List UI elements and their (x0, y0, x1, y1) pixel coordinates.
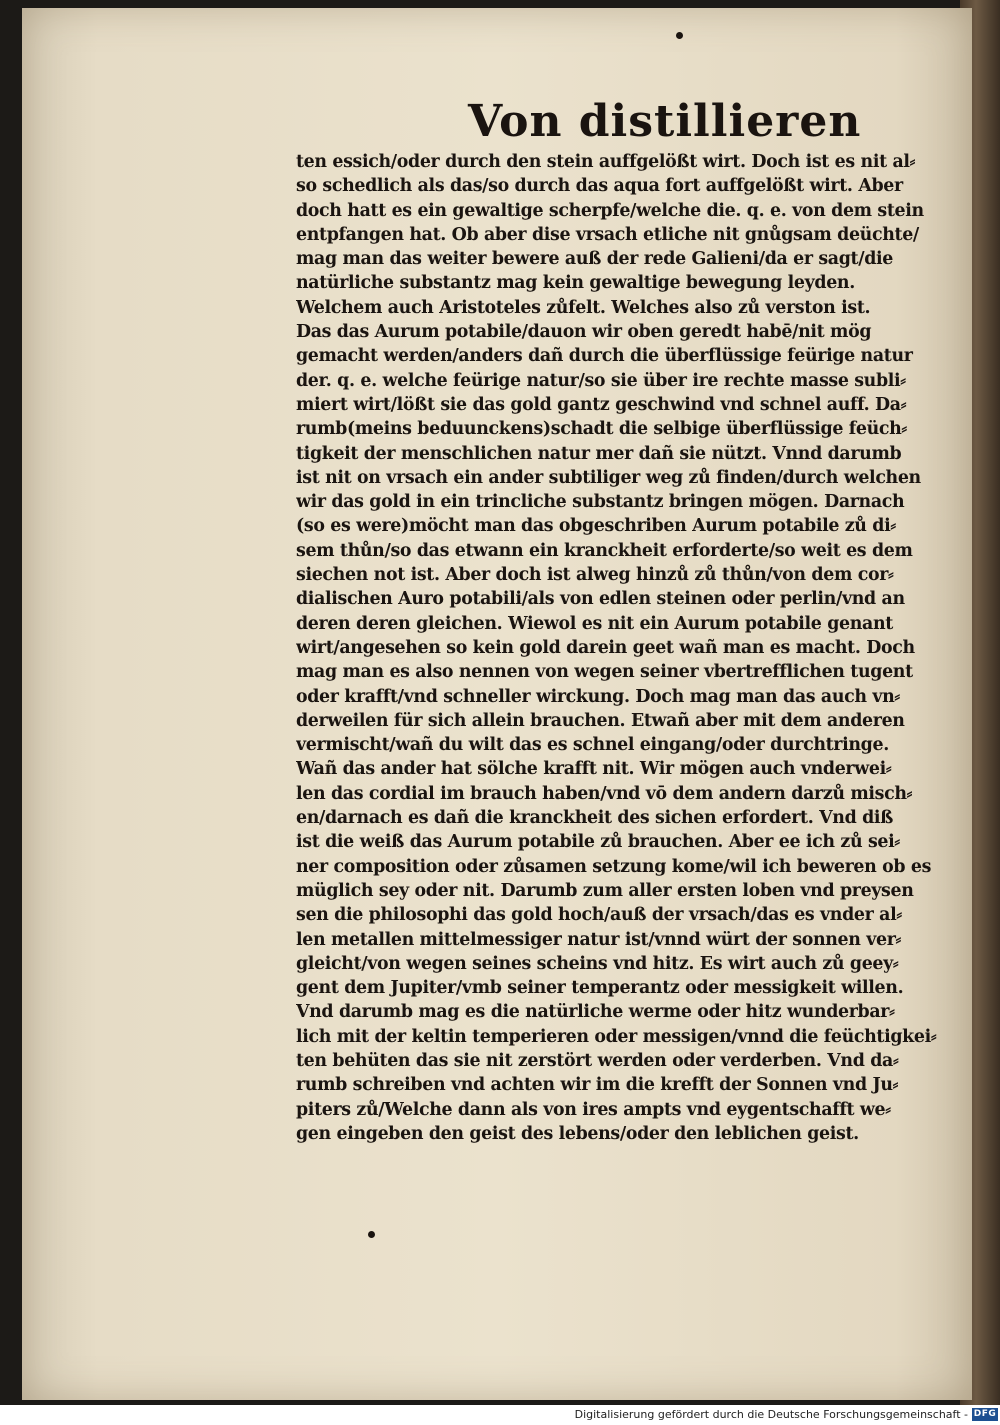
text-line: ist nit on vrsach ein ander subtiliger weg zů finden/durch welchen (296, 467, 921, 488)
text-line: sem thůn/so das etwann ein kranckheit erforderte/so weit es dem (296, 540, 913, 561)
text-line: (so es were)möcht man das obgeschriben Aurum potabile zů di⸗ (296, 516, 896, 537)
text-line: sen die philosophi das gold hoch/auß der vrsach/das es vnder al⸗ (296, 905, 902, 926)
page-heading: Von distillieren (468, 96, 862, 147)
text-line: derweilen für sich allein brauchen. Etwañ aber mit dem anderen (296, 710, 905, 731)
footer-bar (0, 1405, 1000, 1425)
text-line: natürliche substantz mag kein gewaltige bewegung leyden. (296, 273, 855, 294)
footer-credit: Digitalisierung gefördert durch die Deutsche Forschungsgemeinschaft - (574, 1408, 968, 1421)
text-line: gent dem Jupiter/vmb seiner temperantz oder messigkeit willen. (296, 978, 904, 999)
text-line: entpfangen hat. Ob aber dise vrsach etliche nit gnůgsam deüchte/ (296, 224, 919, 245)
text-line: miert wirt/lößt sie das gold gantz geschwind vnd schnel auff. Da⸗ (296, 394, 907, 415)
text-line: Wañ das ander hat sölche krafft nit. Wir mögen auch vnderwei⸗ (296, 759, 892, 780)
text-line: Das das Aurum potabile/dauon wir oben geredt habē/nit mög (296, 322, 872, 343)
text-line: piters zů/Welche dann als von ires ampts vnd eygentschafft we⸗ (296, 1099, 891, 1120)
text-line: ten essich/oder durch den stein auffgelößt wirt. Doch ist es nit al⸗ (296, 152, 916, 172)
text-line: len metallen mittelmessiger natur ist/vnnd würt der sonnen ver⸗ (296, 929, 901, 950)
text-line: rumb(meins beduunckens)schadt die selbige überflüssige feüch⸗ (296, 419, 907, 440)
dfg-logo: DFG (973, 1409, 997, 1419)
text-line: rumb schreiben vnd achten wir im die krefft der Sonnen vnd Ju⸗ (296, 1075, 899, 1096)
text-line: vermischt/wañ du wilt das es schnel eingang/oder durchtringe. (296, 735, 889, 756)
text-line: gleicht/von wegen seines scheins vnd hitz. Es wirt auch zů geey⸗ (296, 953, 899, 974)
text-line: wirt/angesehen so kein gold darein geet wañ man es macht. Doch (296, 637, 915, 658)
text-line: oder krafft/vnd schneller wirckung. Doch mag man das auch vn⸗ (296, 686, 900, 707)
body-text (296, 150, 946, 1146)
text-line: mag man es also nennen von wegen seiner vbertrefflichen tugent (296, 662, 913, 683)
ink-dot (368, 1231, 375, 1238)
text-line: ten behüten das sie nit zerstört werden oder verderben. Vnd da⸗ (296, 1050, 899, 1071)
text-line: Vnd darumb mag es die natürliche werme oder hitz wunderbar⸗ (296, 1002, 895, 1023)
text-line: wir das gold in ein trincliche substantz bringen mögen. Darnach (296, 492, 905, 513)
text-line: ist die weiß das Aurum potabile zů brauchen. Aber ee ich zů sei⸗ (296, 832, 900, 853)
text-line: müglich sey oder nit. Darumb zum aller ersten loben vnd preysen (296, 880, 914, 901)
text-line: deren deren gleichen. Wiewol es nit ein Aurum potabile genant (296, 613, 893, 634)
text-line: len das cordial im brauch haben/vnd vō dem andern darzů misch⸗ (296, 783, 913, 804)
ink-dot (676, 32, 683, 39)
text-line: gemacht werden/anders dañ durch die überflüssige feürige natur (296, 346, 913, 367)
text-line: gen eingeben den geist des lebens/oder den leblichen geist. (296, 1123, 859, 1144)
text-line: ner composition oder zůsamen setzung kome/wil ich beweren ob es (296, 856, 932, 877)
text-line: mag man das weiter bewere auß der rede Galieni/da er sagt/die (296, 249, 893, 270)
text-line: doch hatt es ein gewaltige scherpfe/welche die. q. e. von dem stein (296, 200, 924, 221)
text-line: en/darnach es dañ die kranckheit des sichen erfordert. Vnd diß (296, 808, 894, 829)
text-line: siechen not ist. Aber doch ist alweg hinzů zů thůn/von dem cor⸗ (296, 565, 894, 586)
text-line: tigkeit der menschlichen natur mer dañ sie nützt. Vnnd darumb (296, 443, 902, 464)
text-line: so schedlich als das/so durch das aqua fort auffgelößt wirt. Aber (296, 176, 903, 197)
text-line: der. q. e. welche feürige natur/so sie über ire rechte masse subli⸗ (296, 370, 906, 391)
text-line: Welchem auch Aristoteles zůfelt. Welches also zů verston ist. (296, 297, 871, 318)
text-line: dialischen Auro potabili/als von edlen steinen oder perlin/vnd an (296, 589, 905, 610)
text-line: lich mit der keltin temperieren oder messigen/vnnd die feüchtigkei⸗ (296, 1026, 937, 1047)
